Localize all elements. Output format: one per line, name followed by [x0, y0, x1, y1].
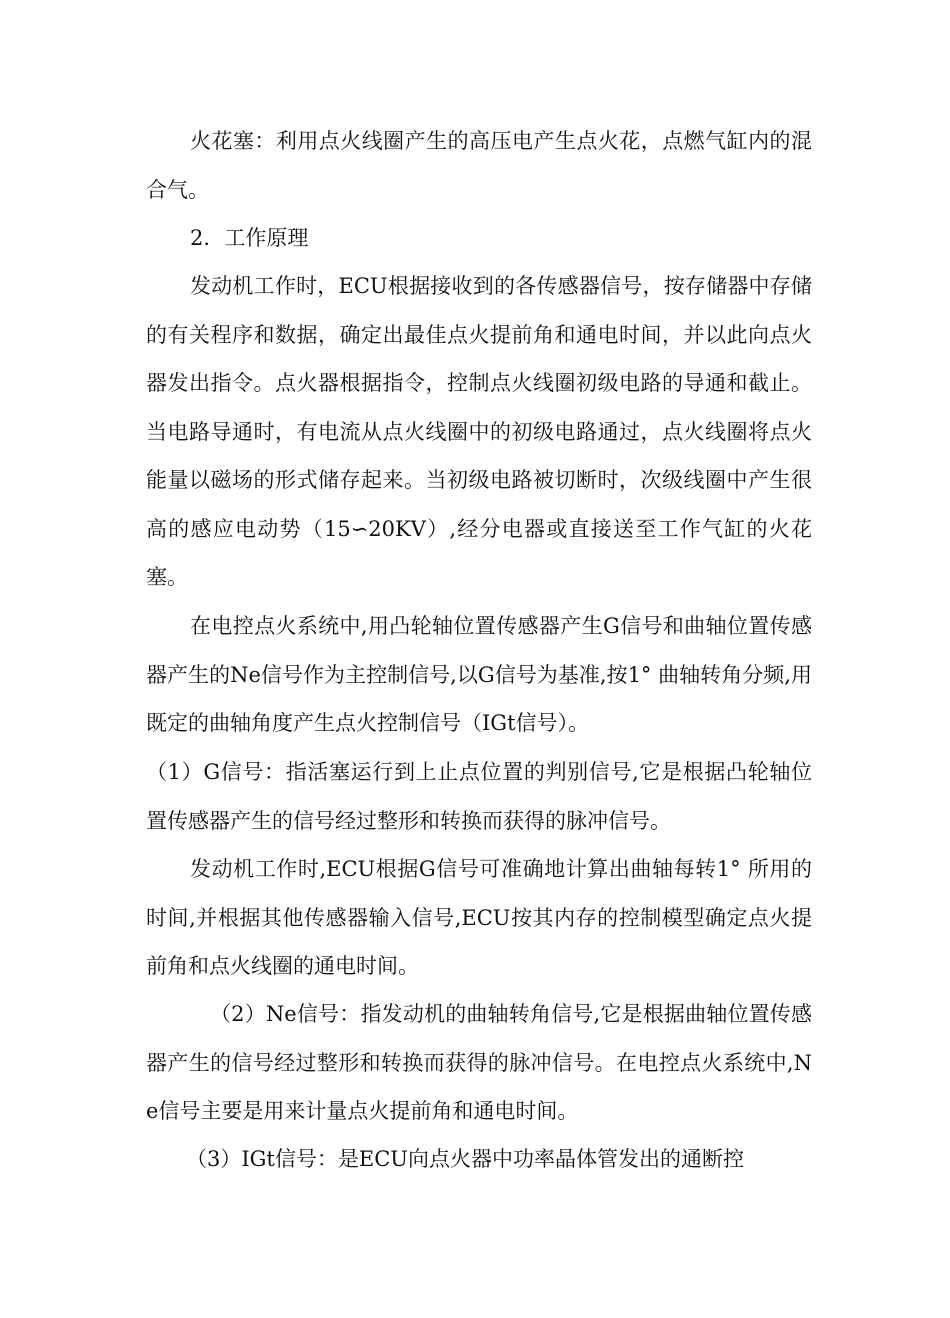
paragraph-g-signal: （1）G信号：指活塞运行到上止点位置的判别信号,它是根据凸轮轴位置传感器产生的信号经过整形和转换而获得的脉冲信号。 [146, 760, 812, 833]
paragraph-ne-signal: （2）Ne信号：指发动机的曲轴转角信号,它是根据曲轴位置传感器产生的信号经过整形和转换而获得的脉冲信号。在电控点火系统中,Ne信号主要是用来计量点火提前角和通电时间。 [146, 1002, 812, 1123]
paragraph-igt-signal: （3）IGt信号：是ECU向点火器中功率晶体管发出的通断控 [186, 1147, 744, 1171]
section-heading-working-principle: 2．工作原理 [190, 226, 309, 250]
paragraph-spark-plug: 火花塞：利用点火线圈产生的高压电产生点火花，点燃气缸内的混合气。 [146, 129, 812, 202]
paragraph-electronic-ignition: 在电控点火系统中,用凸轮轴位置传感器产生G信号和曲轴位置传感器产生的Ne信号作为主控制信号,以G信号为基准,按1° 曲轴转角分频,用既定的曲轴角度产生点火控制信号（IGt信号）。 [146, 614, 812, 735]
paragraph-ecu-g-signal-use: 发动机工作时,ECU根据G信号可准确地计算出曲轴每转1° 所用的时间,并根据其他传感器输入信号,ECU按其内存的控制模型确定点火提前角和点火线圈的通电时间。 [146, 857, 812, 978]
paragraph-ecu-operation: 发动机工作时，ECU根据接收到的各传感器信号，按存储器中存储的有关程序和数据，确定出最佳点火提前角和通电时间，并以此向点火器发出指令。点火器根据指令，控制点火线圈初级电路的导通和截止。当电路导通时，有电流从点火线圈中的初级电路通过，点火线圈将点火能量以磁场的形式储存起来。当初级电路被切断时，次级线圈中产生很高的感应电动势（15∽20KV）,经分电器或直接送至工作气缸的火花塞。 [146, 274, 812, 589]
